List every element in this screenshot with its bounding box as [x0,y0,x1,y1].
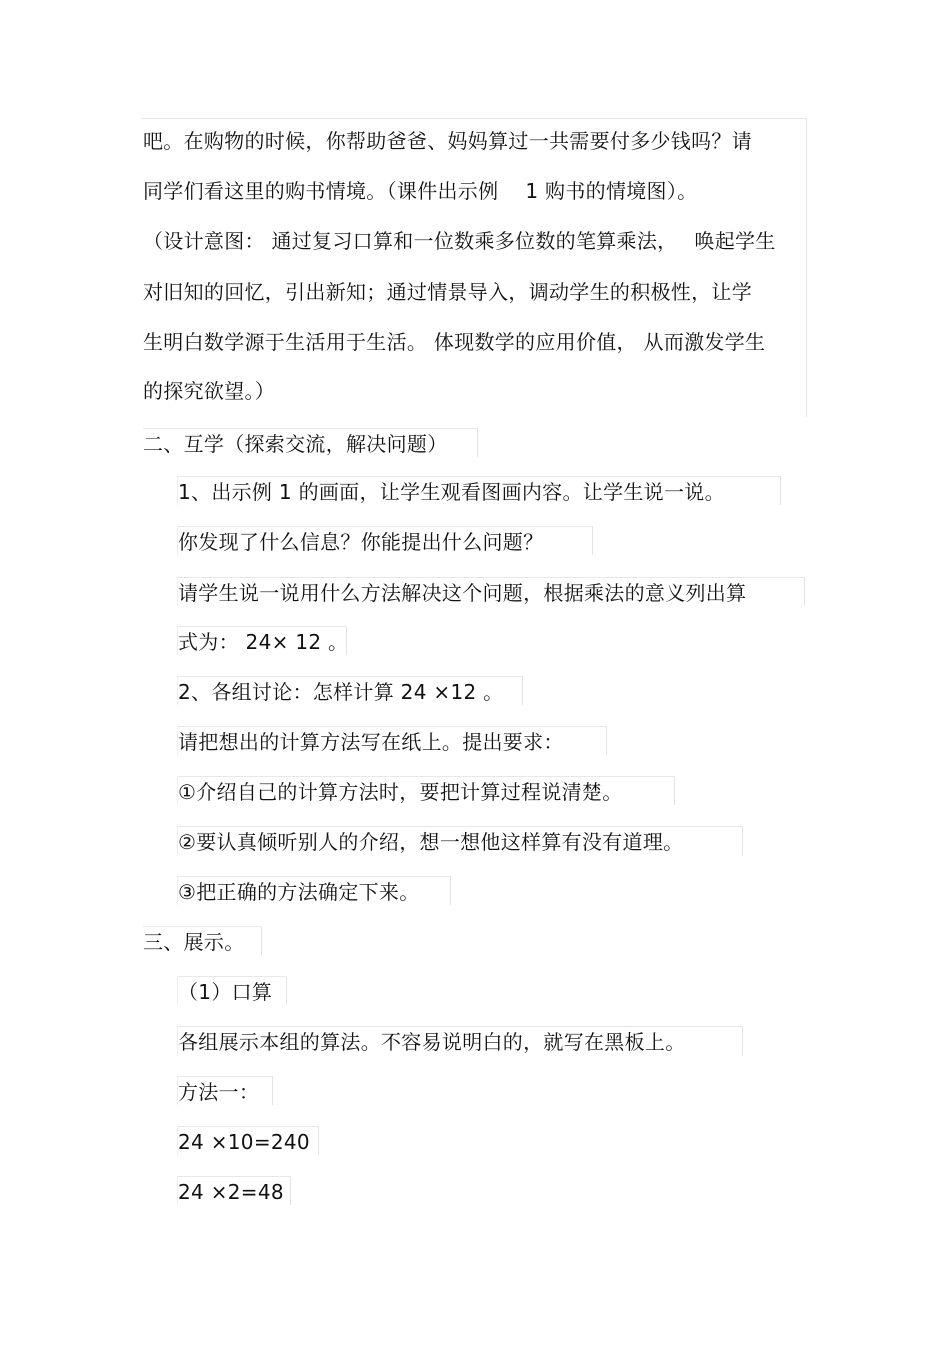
intro-line-4: 对旧知的回忆，引出新知；通过情景导入，调动学生的积极性，让学 [143,280,752,304]
intro-line-2: 同学们看这里的购书情境。（课件出示例 1 购书的情境图）。 [143,179,698,203]
section-3-heading: 三、展示。 [143,926,262,955]
section-2-heading: 二、互学（探索交流，解决问题） [143,428,478,457]
section-2-item-3: 请学生说一说用什么方法解决这个问题，根据乘法的意义列出算 [177,577,805,606]
intro-line-3: （设计意图： 通过复习口算和一位数乘多位数的笔算乘法， 唤起学生 [143,229,776,253]
intro-frame [142,118,807,417]
section-3-item-2: 各组展示本组的算法。不容易说明白的，就写在黑板上。 [177,1026,743,1055]
intro-line-5: 生明白数学源于生活用于生活。 体现数学的应用价值， 从而激发学生 [143,330,766,354]
section-2-item-6: 请把想出的计算方法写在纸上。提出要求： [177,726,607,755]
section-3-item-5: 24 ×2=48 [177,1176,291,1205]
section-2-item-9: ③把正确的方法确定下来。 [177,876,451,905]
section-2-item-4: 式为： 24× 12 。 [177,626,347,655]
section-3-item-1: （1）口算 [177,976,287,1005]
intro-line-6: 的探究欲望。） [143,379,276,403]
section-2-item-8: ②要认真倾听别人的介绍，想一想他这样算有没有道理。 [177,826,743,855]
section-2-item-2: 你发现了什么信息？你能提出什么问题？ [177,526,593,555]
section-3-item-4: 24 ×10=240 [177,1126,319,1155]
intro-line-1: 吧。在购物的时候，你帮助爸爸、妈妈算过一共需要付多少钱吗？请 [143,129,752,153]
section-2-item-1: 1、出示例 1 的画面，让学生观看图画内容。让学生说一说。 [177,476,781,505]
section-2-item-7: ①介绍自己的计算方法时，要把计算过程说清楚。 [177,776,675,805]
section-2-item-5: 2、各组讨论：怎样计算 24 ×12 。 [177,676,523,705]
section-3-item-3: 方法一： [177,1076,273,1105]
